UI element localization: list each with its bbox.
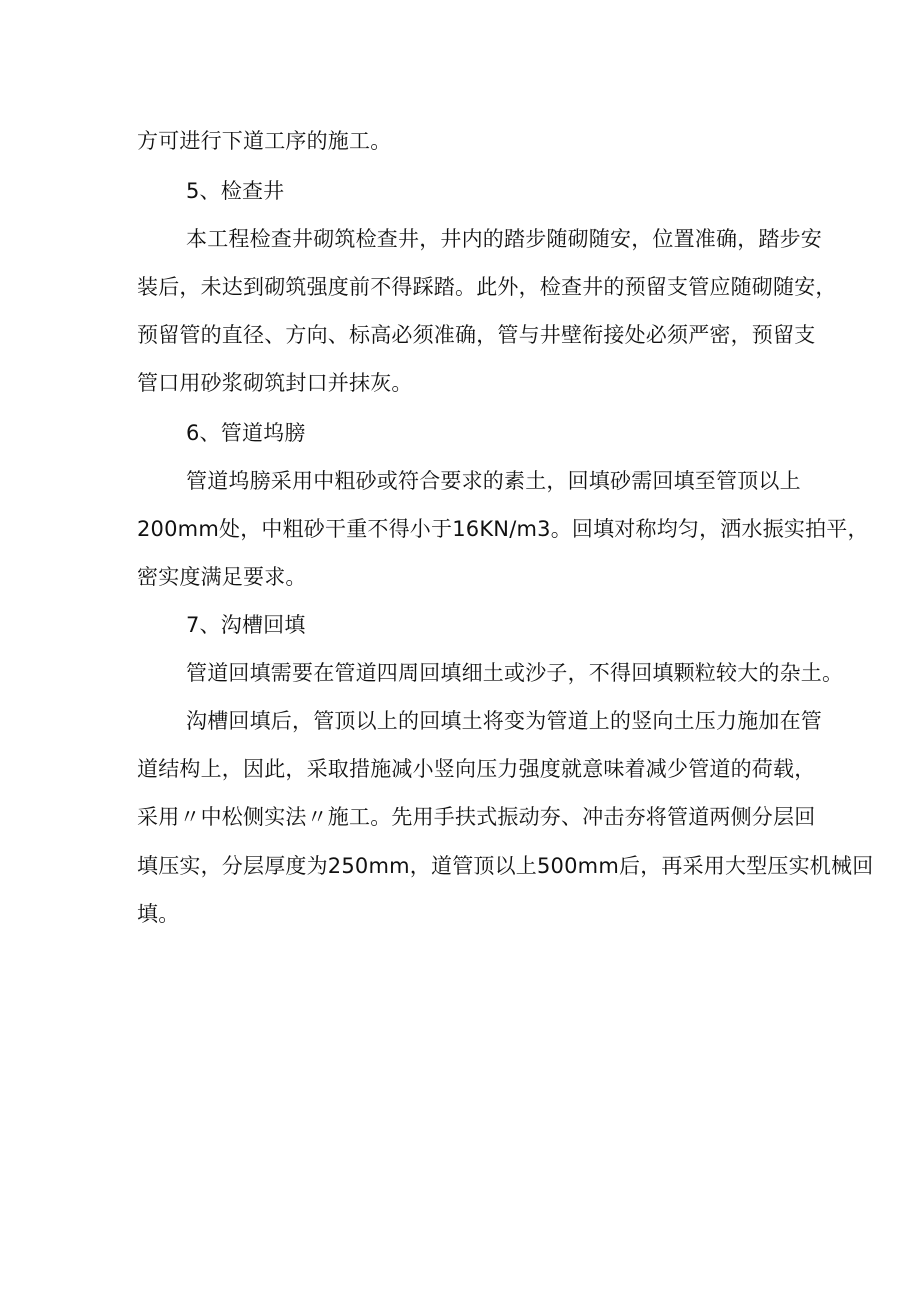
paragraph-line: 沟槽回填后，管顶以上的回填土将变为管道上的竖向土压力施加在管: [186, 709, 822, 733]
paragraph-line: 管口用砂浆砌筑封口并抹灰。: [137, 371, 413, 395]
paragraph-line: 方可进行下道工序的施工。: [137, 129, 392, 153]
paragraph-line: 填压实，分层厚度为250mm，道管顶以上500mm后，再采用大型压实机械回: [137, 854, 874, 878]
paragraph-line: 管道坞膀采用中粗砂或符合要求的素土，回填砂需回填至管顶以上: [186, 469, 801, 493]
paragraph-line: 道结构上，因此，采取措施减小竖向压力强度就意味着减少管道的荷载，: [137, 757, 816, 781]
paragraph-line: 管道回填需要在管道四周回填细土或沙子，不得回填颗粒较大的杂土。: [186, 661, 844, 685]
section-heading-5: 5、检查井: [186, 179, 285, 203]
section-heading-7: 7、沟槽回填: [186, 613, 306, 637]
paragraph-line: 200mm处，中粗砂干重不得小于16KN/m3。回填对称均匀，洒水振实拍平，: [137, 517, 869, 541]
paragraph-line: 填。: [137, 902, 180, 926]
paragraph-line: 密实度满足要求。: [137, 565, 307, 589]
paragraph-line: 预留管的直径、方向、标高必须准确，管与井壁衔接处必须严密，预留支: [137, 323, 816, 347]
paragraph-line: 本工程检查井砌筑检查井，井内的踏步随砌随安，位置准确，踏步安: [186, 227, 822, 251]
paragraph-line: 装后，未达到砌筑强度前不得踩踏。此外，检查井的预留支管应随砌随安，: [137, 275, 837, 299]
paragraph-line: 采用〃中松侧实法〃施工。先用手扶式振动夯、冲击夯将管道两侧分层回: [137, 805, 816, 829]
section-heading-6: 6、管道坞膀: [186, 421, 306, 445]
